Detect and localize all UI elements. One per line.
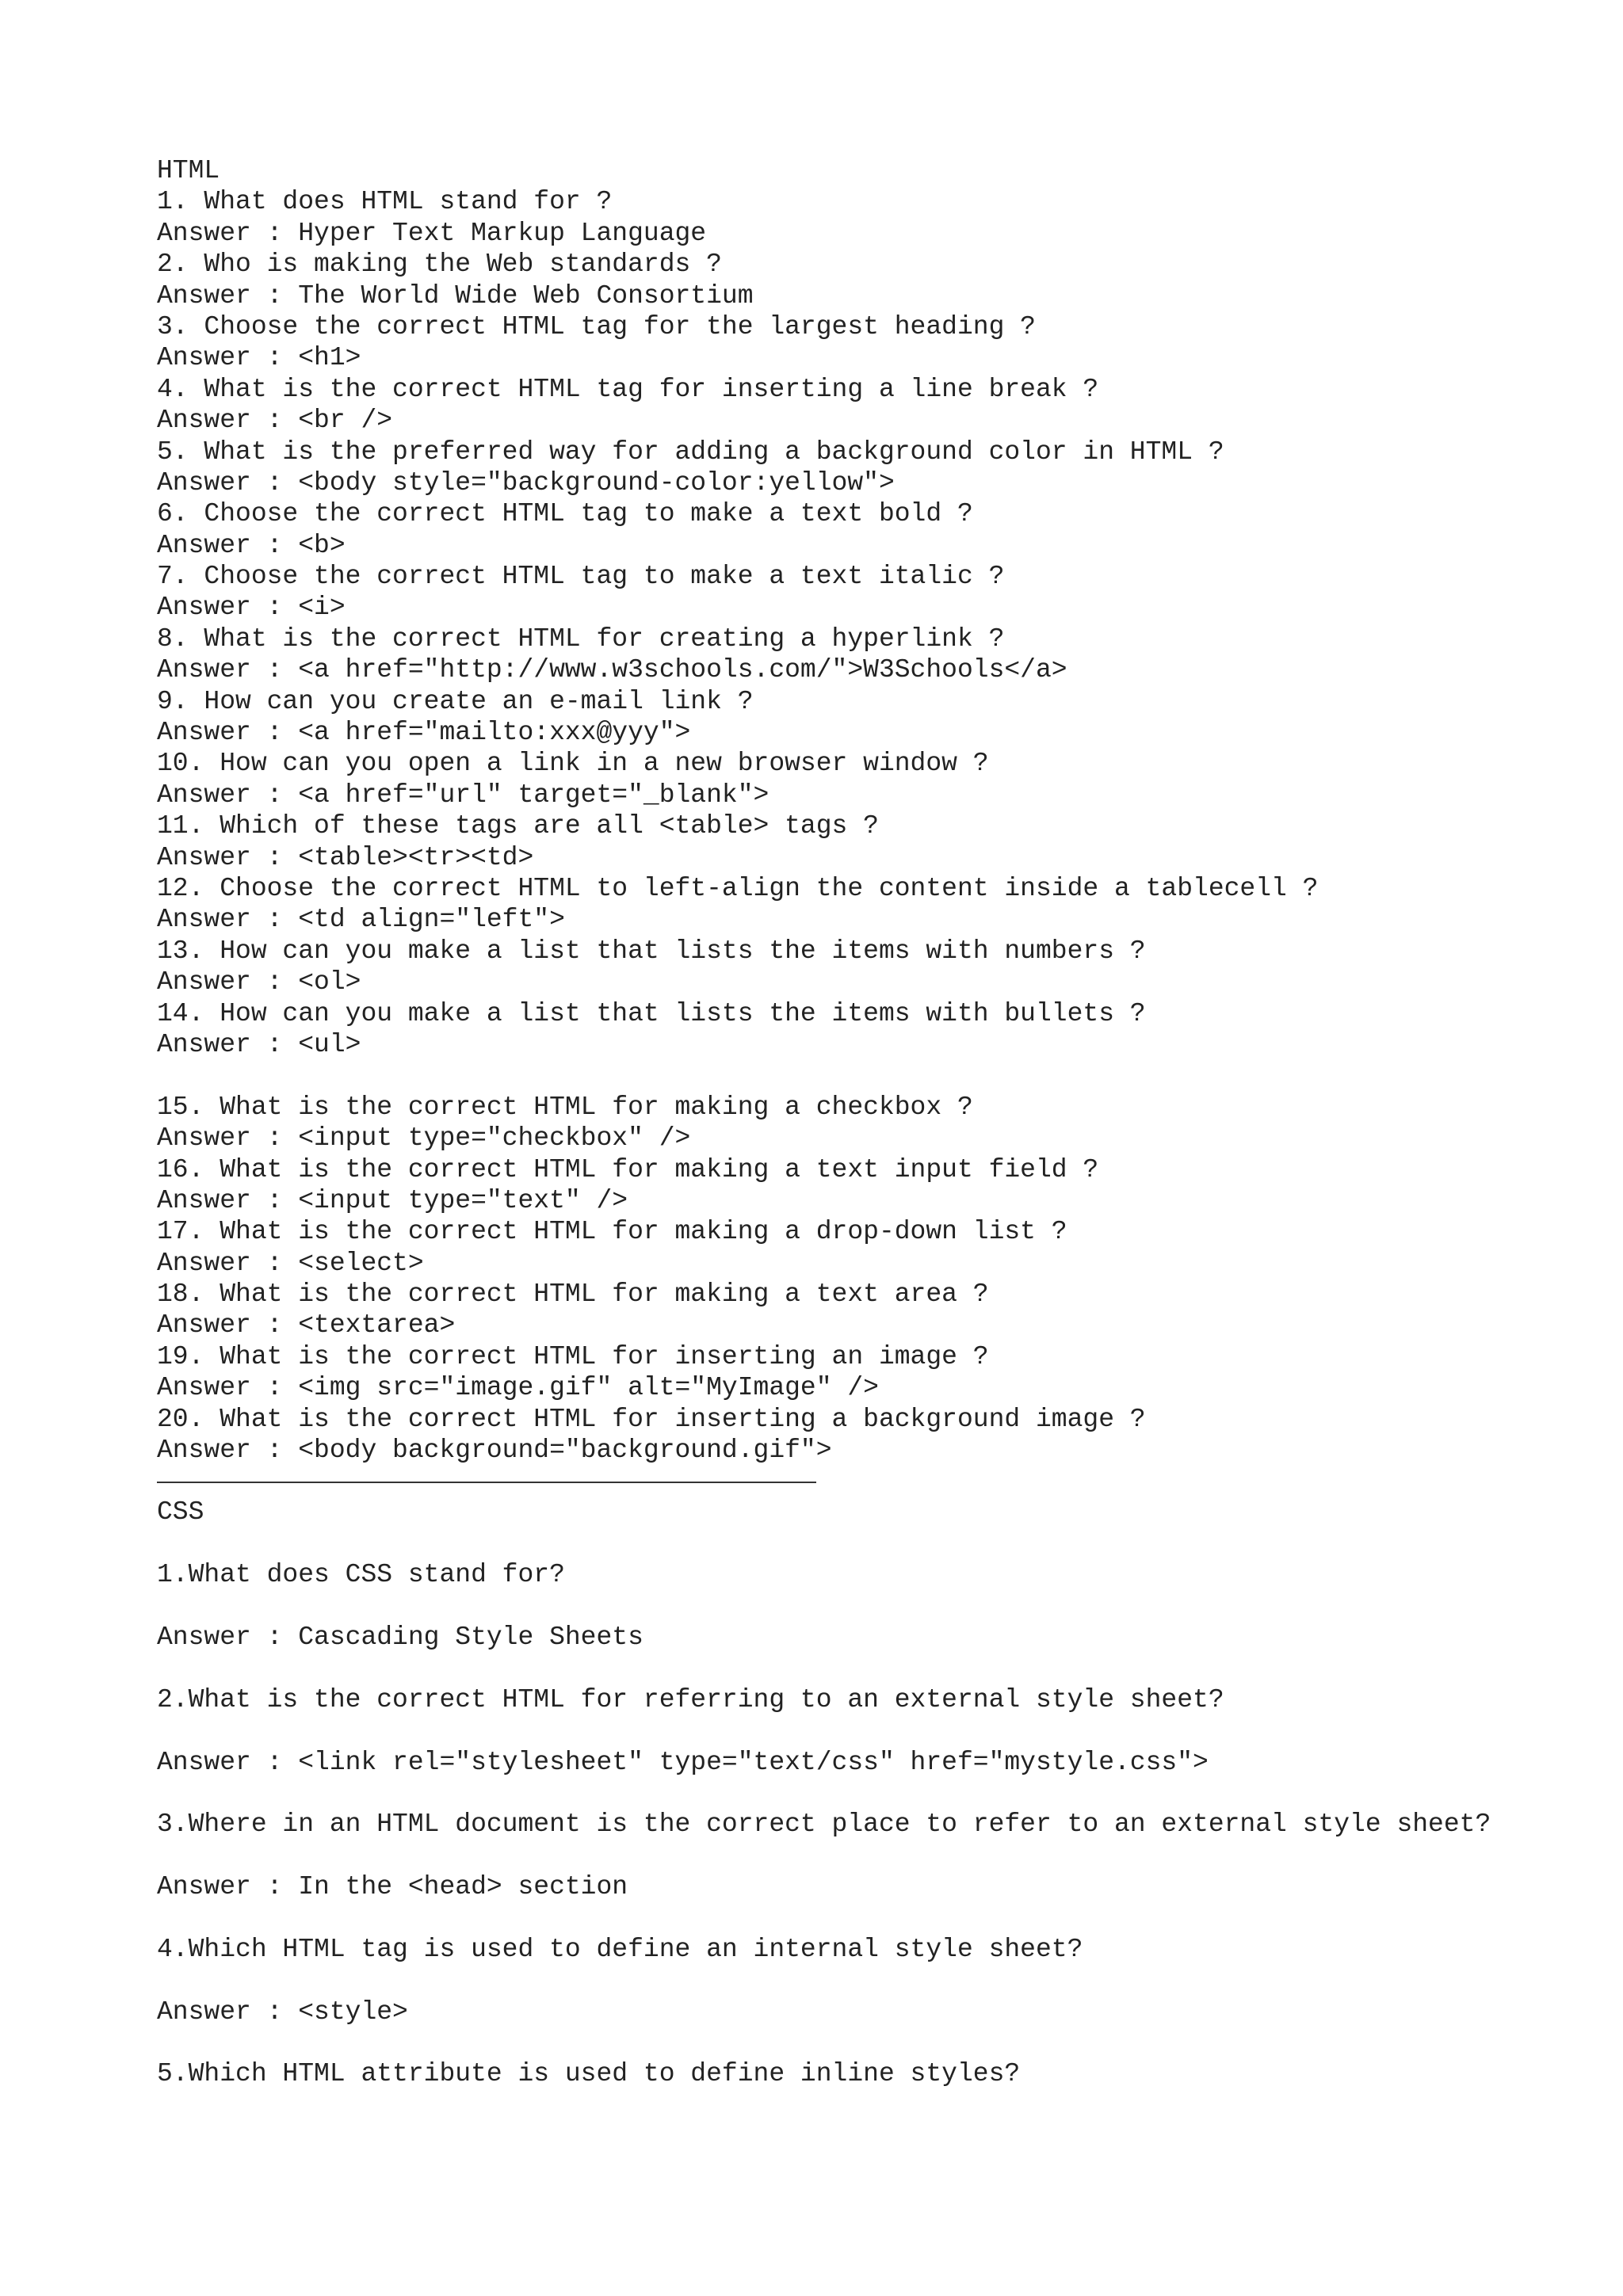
html-question-6: 6. Choose the correct HTML tag to make a text bold ? (157, 499, 973, 529)
html-question-14: 14. How can you make a list that lists the items with bullets ? (157, 998, 1146, 1028)
html-question-2: 2. Who is making the Web standards ? (157, 250, 722, 280)
html-answer-15: Answer : <input type="checkbox" /> (157, 1123, 691, 1154)
html-answer-2: Answer : The World Wide Web Consortium (157, 280, 754, 311)
html-question-19: 19. What is the correct HTML for inserting an image ? (157, 1341, 989, 1371)
html-answer-9: Answer : <a href="mailto:xxx@yyy"> (157, 718, 691, 748)
html-answer-4: Answer : <br /> (157, 406, 393, 436)
css-question-3: 3.Where in an HTML document is the correct place to refer to an external style sheet? (157, 1810, 1491, 1840)
html-question-13: 13. How can you make a list that lists the items with numbers ? (157, 936, 1146, 966)
blank-line (157, 1840, 1504, 1871)
html-answer-11: Answer : <table><tr><td> (157, 842, 534, 872)
html-question-1: 1. What does HTML stand for ? (157, 187, 613, 217)
blank-line (157, 1653, 1504, 1684)
blank-line (157, 1903, 1504, 1934)
html-question-9: 9. How can you create an e-mail link ? (157, 686, 754, 716)
html-question-15: 15. What is the correct HTML for making a checkbox ? (157, 1092, 973, 1122)
html-answer-5: Answer : <body style="background-color:yellow"> (157, 467, 895, 498)
html-question-16: 16. What is the correct HTML for making a text input field ? (157, 1154, 1099, 1184)
html-question-4: 4. What is the correct HTML tag for inserting a line break ? (157, 374, 1099, 404)
html-answer-6: Answer : <b> (157, 530, 346, 560)
html-answer-3: Answer : <h1> (157, 343, 361, 373)
css-answer-3: Answer : In the <head> section (157, 1872, 628, 1902)
html-question-11: 11. Which of these tags are all <table> tags ? (157, 811, 879, 841)
html-answer-13: Answer : <ol> (157, 967, 361, 997)
html-question-10: 10. How can you open a link in a new browser window ? (157, 749, 989, 779)
html-question-18: 18. What is the correct HTML for making a text area ? (157, 1280, 989, 1310)
css-question-2: 2.What is the correct HTML for referring to an external style sheet? (157, 1684, 1224, 1714)
html-question-20: 20. What is the correct HTML for inserting a background image ? (157, 1404, 1146, 1434)
css-question-5: 5.Which HTML attribute is used to define inline styles? (157, 2059, 1021, 2089)
html-answer-1: Answer : Hyper Text Markup Language (157, 218, 707, 248)
html-question-7: 7. Choose the correct HTML tag to make a text italic ? (157, 562, 1005, 592)
document-content (157, 155, 1504, 2090)
blank-line (157, 1591, 1504, 1622)
html-question-3: 3. Choose the correct HTML tag for the largest heading ? (157, 311, 1036, 341)
html-answer-7: Answer : <i> (157, 593, 346, 623)
blank-line (157, 1965, 1504, 1996)
blank-line (157, 1715, 1504, 1746)
html-answer-19: Answer : <img src="image.gif" alt="MyImage" /> (157, 1373, 879, 1403)
blank-line (157, 2027, 1504, 2058)
html-answer-20: Answer : <body background="background.gif"> (157, 1436, 832, 1466)
html-answer-8: Answer : <a href="http://www.w3schools.com/">W3Schools</a> (157, 655, 1067, 685)
blank-line (157, 1528, 1504, 1559)
css-answer-2: Answer : <link rel="stylesheet" type="text/css" href="mystyle.css"> (157, 1747, 1209, 1777)
html-question-12: 12. Choose the correct HTML to left-align the content inside a tablecell ? (157, 873, 1319, 903)
html-answer-18: Answer : <textarea> (157, 1310, 456, 1341)
section-divider (157, 1482, 816, 1483)
html-answer-14: Answer : <ul> (157, 1029, 361, 1059)
html-answer-10: Answer : <a href="url" target="_blank"> (157, 780, 769, 810)
html-answer-12: Answer : <td align="left"> (157, 905, 565, 935)
html-question-8: 8. What is the correct HTML for creating a hyperlink ? (157, 624, 1005, 654)
css-answer-1: Answer : Cascading Style Sheets (157, 1622, 643, 1652)
css-section-title: CSS (157, 1497, 204, 1527)
html-question-17: 17. What is the correct HTML for making a drop-down list ? (157, 1217, 1067, 1247)
html-answer-16: Answer : <input type="text" /> (157, 1185, 628, 1215)
css-question-1: 1.What does CSS stand for? (157, 1560, 565, 1590)
html-question-5: 5. What is the preferred way for adding a background color in HTML ? (157, 437, 1224, 467)
html-section-title: HTML (157, 156, 220, 185)
blank-line (157, 1778, 1504, 1809)
css-question-4: 4.Which HTML tag is used to define an internal style sheet? (157, 1934, 1083, 1964)
blank-line (157, 1060, 1504, 1091)
html-answer-17: Answer : <select> (157, 1248, 424, 1278)
css-answer-4: Answer : <style> (157, 1997, 408, 2027)
